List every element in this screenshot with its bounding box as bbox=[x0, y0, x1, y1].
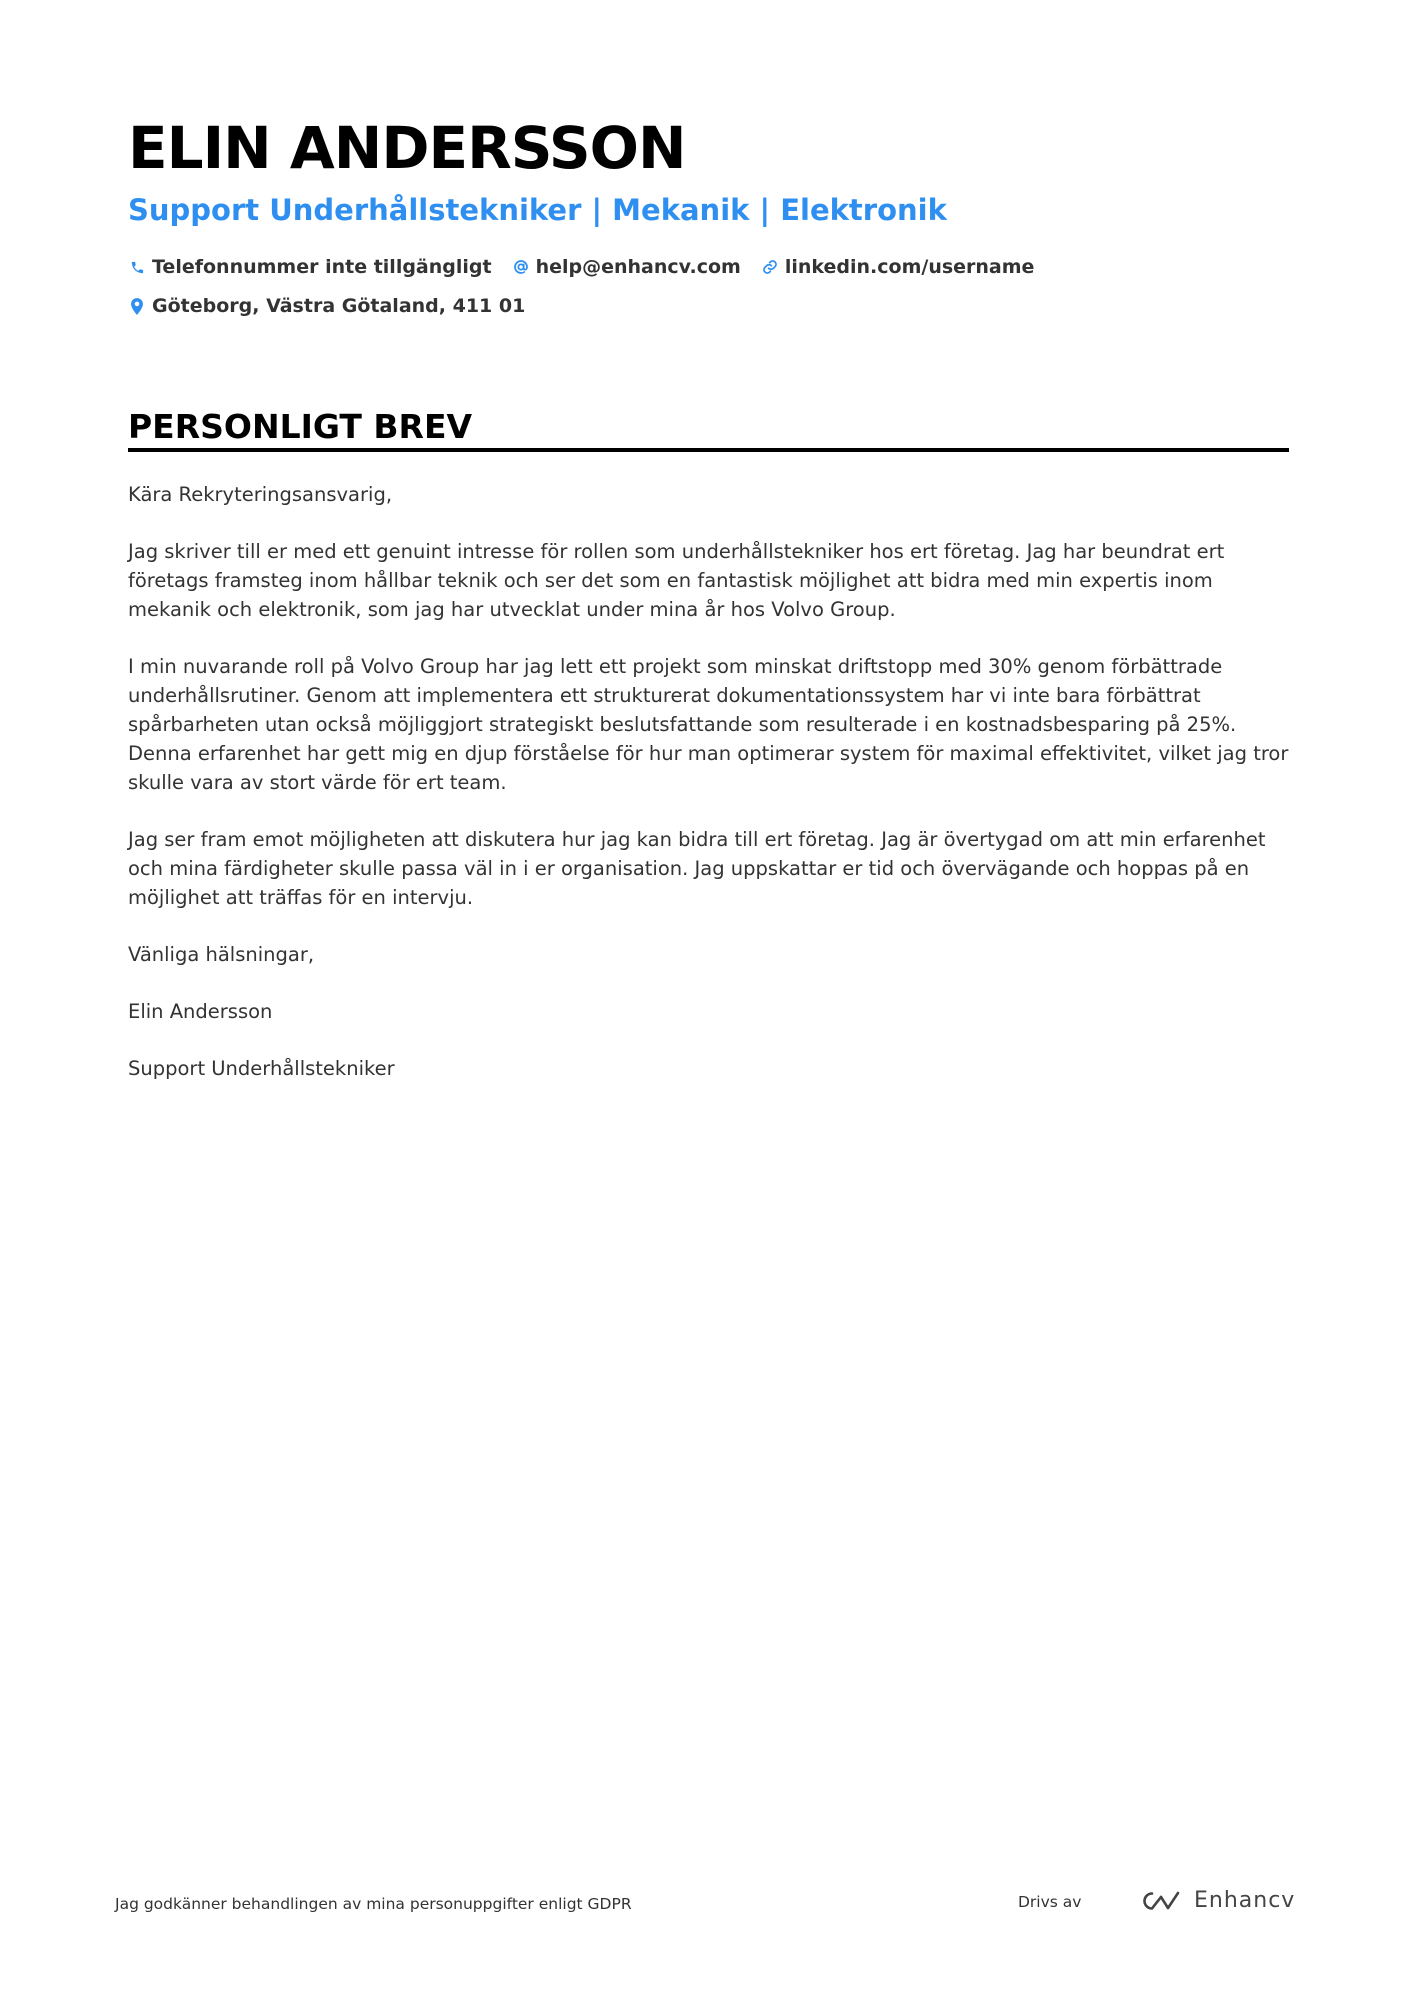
applicant-name: ELIN ANDERSSON bbox=[128, 114, 686, 182]
letter-paragraph-2: I min nuvarande roll på Volvo Group har jag lett ett projekt som minskat driftstopp med 30% genom förbättrade underhållsrutiner. Genom att implementera ett strukturerat dokumentationssystem har vi inte bara förbättrat spårbarheten utan också möjliggjort strategiskt beslutsfattande som resulterade i en kostnadsbesparing på 25%. Denna erfarenhet har gett mig en djup förståelse för hur man optimerar system för maximal effektivitet, vilket jag tror skulle vara av stort värde för ert team. bbox=[128, 655, 1289, 794]
gdpr-consent: Jag godkänner behandlingen av mina personuppgifter enligt GDPR bbox=[115, 1895, 632, 1913]
letter-paragraph-1: Jag skriver till er med ett genuint intresse för rollen som underhållstekniker hos ert företag. Jag har beundrat ert företags framsteg inom hållbar teknik och ser det som en fantastisk möjlighet att bidra med min expertis inom mekanik och elektronik, som jag har utvecklat under mina år hos Volvo Group. bbox=[128, 540, 1225, 621]
letter-closing: Vänliga hälsningar, bbox=[128, 943, 315, 966]
letter-body bbox=[128, 480, 1289, 1111]
contact-linkedin[interactable] bbox=[761, 253, 1035, 281]
enhancv-logo-icon bbox=[1138, 1889, 1184, 1913]
section-divider bbox=[128, 448, 1289, 452]
contact-row-secondary bbox=[128, 292, 545, 320]
contact-phone bbox=[128, 253, 492, 281]
map-pin-icon bbox=[128, 295, 146, 317]
phone-icon bbox=[128, 256, 146, 278]
contact-row-primary bbox=[128, 253, 1054, 281]
enhancv-brand[interactable] bbox=[1138, 1886, 1295, 1916]
link-icon bbox=[761, 256, 779, 278]
email-link[interactable]: help@enhancv.com bbox=[535, 256, 741, 278]
powered-by-label: Drivs av bbox=[1018, 1893, 1082, 1911]
contact-location bbox=[128, 292, 525, 320]
brand-name: Enhancv bbox=[1194, 1888, 1296, 1913]
job-title: Support Underhållstekniker | Mekanik | Elektronik bbox=[128, 193, 947, 227]
letter-greeting: Kära Rekryteringsansvarig, bbox=[128, 483, 393, 506]
signature-name: Elin Andersson bbox=[128, 1000, 273, 1023]
contact-email[interactable] bbox=[512, 253, 741, 281]
linkedin-link[interactable]: linkedin.com/username bbox=[784, 256, 1035, 278]
location-text: Göteborg, Västra Götaland, 411 01 bbox=[152, 295, 526, 317]
at-icon bbox=[512, 256, 530, 278]
signature-title: Support Underhållstekniker bbox=[128, 1057, 395, 1080]
section-title: PERSONLIGT BREV bbox=[128, 407, 473, 446]
phone-text: Telefonnummer inte tillgängligt bbox=[152, 256, 492, 278]
letter-paragraph-3: Jag ser fram emot möjligheten att diskutera hur jag kan bidra till ert företag. Jag är övertygad om att min erfarenhet och mina färdigheter skulle passa väl in i er organisation. Jag uppskattar er tid och övervägande och hoppas på en möjlighet att träffas för en intervju. bbox=[128, 828, 1266, 909]
